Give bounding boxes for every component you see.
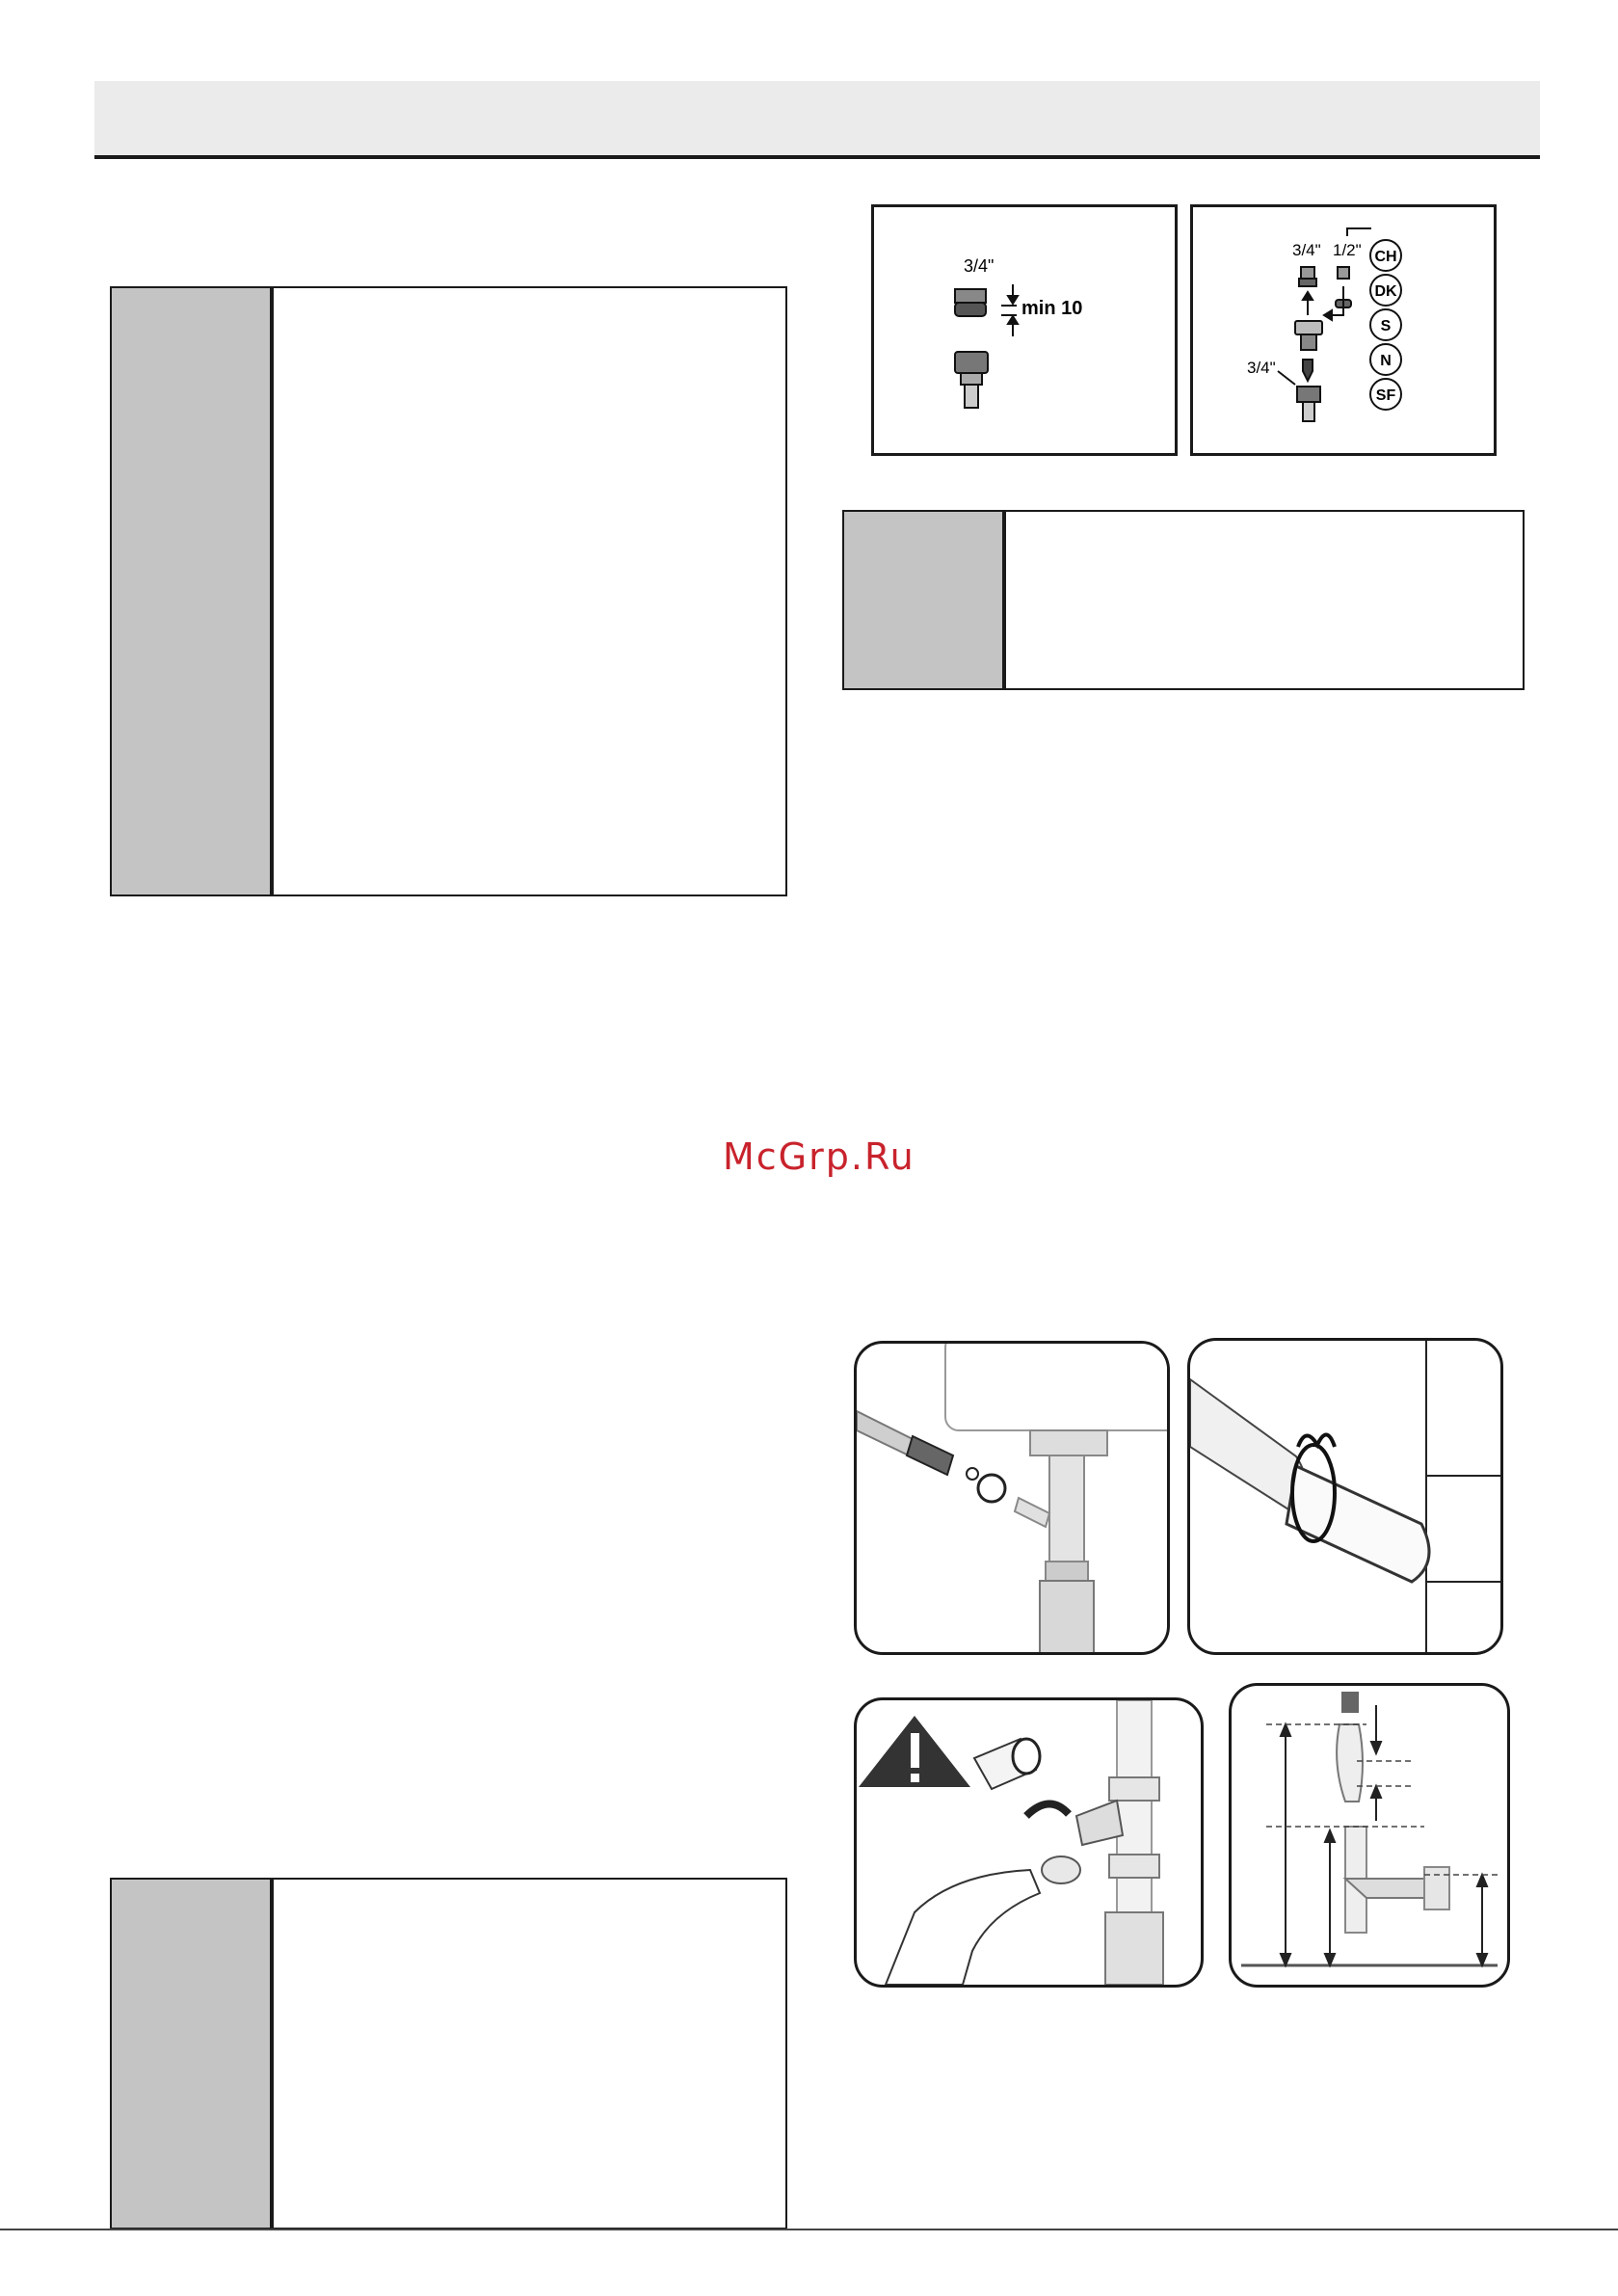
note-box-sidebar	[112, 1880, 274, 2228]
figure-adapter-countries	[1190, 204, 1497, 456]
figure-hose-clamp	[1187, 1338, 1503, 1655]
country-codes	[1370, 240, 1401, 410]
thread-size-label: 3/4"	[964, 256, 995, 276]
adapter-fittings-icon	[1278, 267, 1351, 421]
country-code-s: S	[1380, 318, 1392, 334]
adapter-label-12: 1/2"	[1333, 241, 1362, 259]
note-box-right	[842, 510, 1525, 690]
country-code-n: N	[1380, 353, 1392, 369]
country-code-sf: SF	[1375, 387, 1396, 404]
note-box-sidebar	[844, 512, 1006, 688]
figure-drain-hose-sink	[854, 1341, 1170, 1655]
gap-arrows-icon	[1001, 284, 1018, 336]
adapter-label-34: 3/4"	[1292, 241, 1321, 259]
gap-label: min 10	[1021, 298, 1083, 319]
exclamation-warning-icon	[859, 1716, 970, 1787]
figure-siphon-heights	[1229, 1683, 1510, 1988]
country-code-ch: CH	[1374, 249, 1397, 265]
note-box-bottom-left	[110, 1878, 787, 2229]
country-code-dk: DK	[1374, 283, 1397, 300]
drain-warning-illustration	[857, 1700, 1201, 1985]
footer-rule	[0, 2229, 1618, 2230]
adapter-label-bottom: 3/4"	[1247, 359, 1276, 377]
header-band	[94, 81, 1540, 159]
note-box-top-left	[110, 286, 787, 896]
thread-fitting-icon	[955, 289, 988, 408]
siphon-heights-illustration	[1232, 1686, 1507, 1985]
figure-drain-warning	[854, 1697, 1204, 1988]
figure-thread-gap	[871, 204, 1178, 456]
hose-clamp-illustration	[1190, 1341, 1500, 1652]
watermark: McGrp.Ru	[723, 1135, 915, 1178]
bracket-line	[1347, 228, 1371, 236]
drain-hose-sink-illustration	[857, 1344, 1167, 1652]
note-box-sidebar	[112, 288, 274, 894]
